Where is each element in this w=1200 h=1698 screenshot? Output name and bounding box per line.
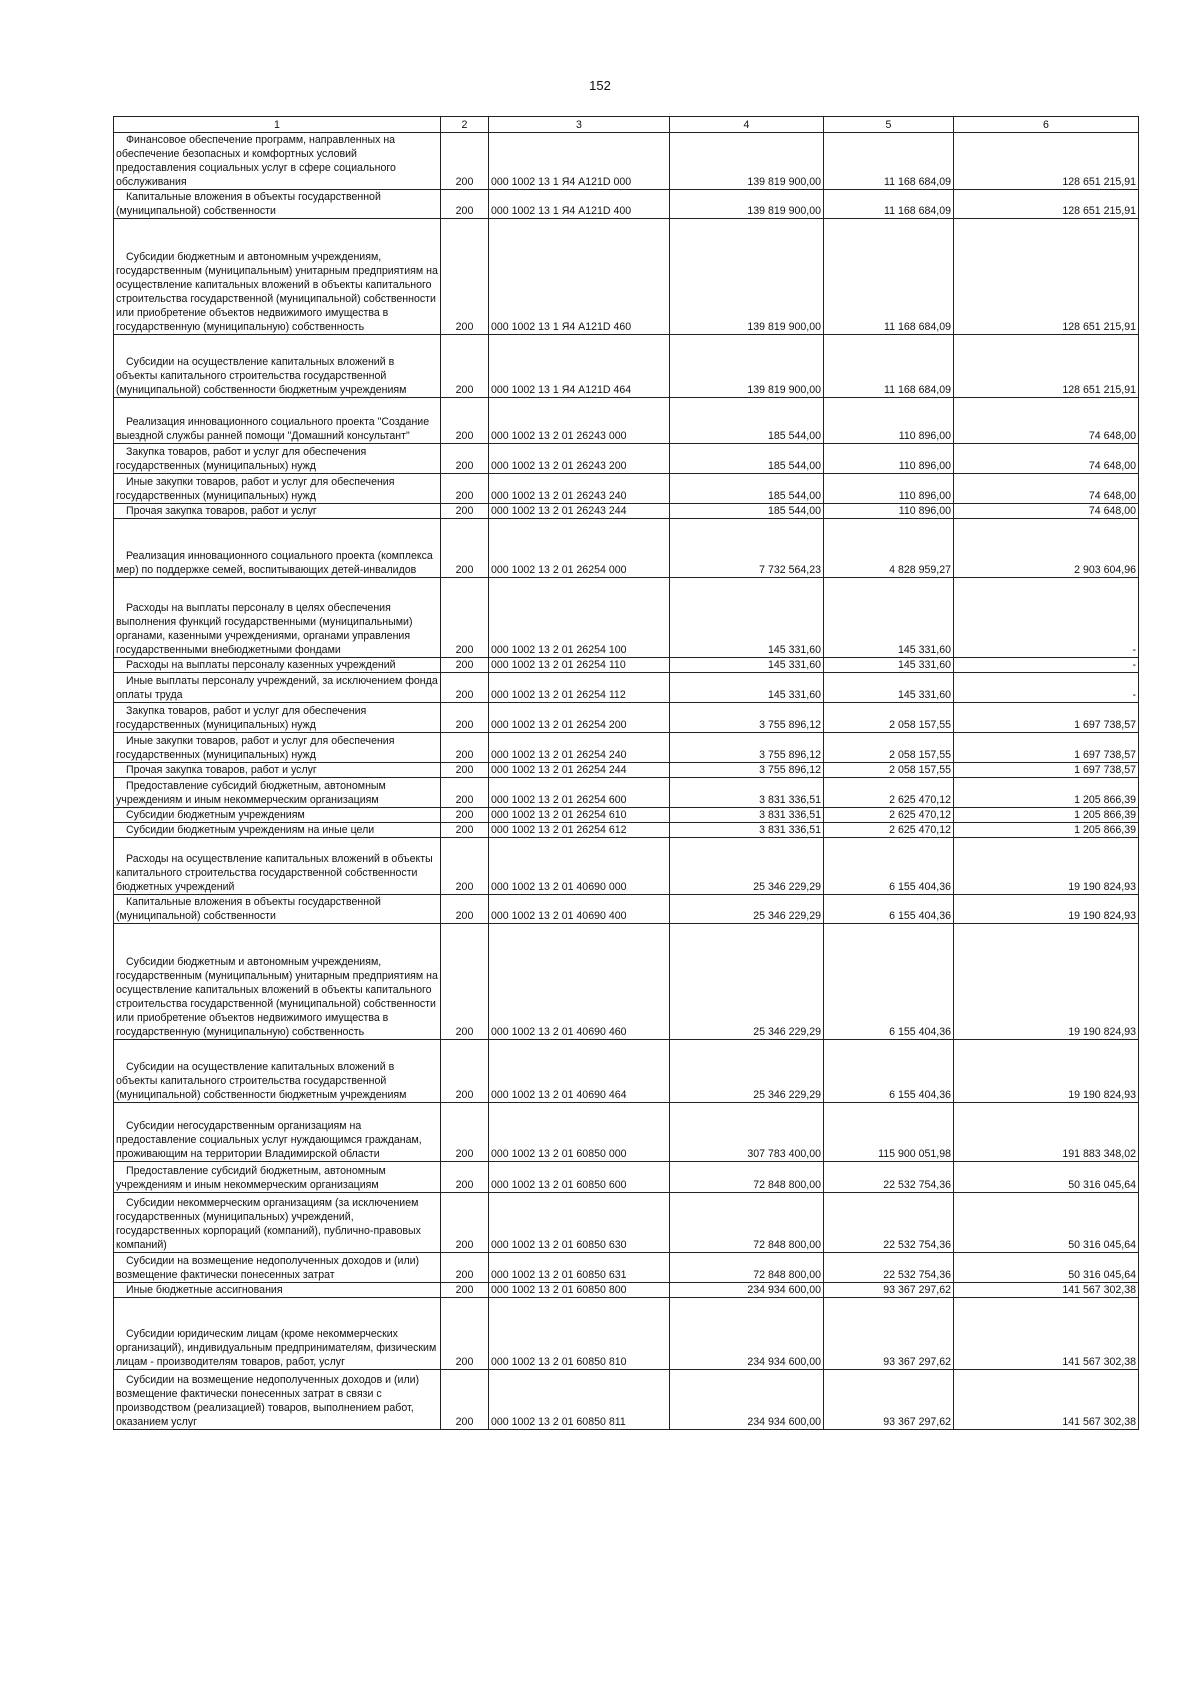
row-unexecuted-amount-cell: 1 697 738,57 bbox=[954, 703, 1139, 733]
row-admin-code-cell: 200 bbox=[441, 1370, 489, 1430]
row-name-cell bbox=[114, 398, 441, 444]
column-header-1: 1 bbox=[114, 117, 441, 133]
row-unexecuted-amount-cell: 50 316 045,64 bbox=[954, 1253, 1139, 1283]
column-header-2: 2 bbox=[441, 117, 489, 133]
row-classification-code-cell: 000 1002 13 2 01 26243 000 bbox=[489, 398, 670, 444]
row-admin-code-cell: 200 bbox=[441, 133, 489, 190]
row-unexecuted-amount-cell: 1 697 738,57 bbox=[954, 763, 1139, 778]
row-admin-code-cell: 200 bbox=[441, 398, 489, 444]
row-admin-code-cell: 200 bbox=[441, 1162, 489, 1193]
table-row bbox=[114, 1370, 1139, 1430]
row-classification-code-cell: 000 1002 13 1 Я4 A121D 460 bbox=[489, 219, 670, 335]
row-approved-amount-cell: 3 831 336,51 bbox=[670, 823, 824, 838]
row-classification-code-cell: 000 1002 13 2 01 26254 240 bbox=[489, 733, 670, 763]
row-name-text: Иные закупки товаров, работ и услуг для обеспечения государственных (муниципальных) нужд bbox=[116, 476, 395, 502]
row-classification-code-cell: 000 1002 13 2 01 60850 811 bbox=[489, 1370, 670, 1430]
row-unexecuted-amount-cell: 128 651 215,91 bbox=[954, 335, 1139, 398]
row-name-text: Прочая закупка товаров, работ и услуг bbox=[126, 764, 317, 776]
row-name-text: Предоставление субсидий бюджетным, автономным учреждениям и иным некоммерческим организациям bbox=[116, 780, 386, 806]
row-name-text: Субсидии бюджетным учреждениям bbox=[126, 809, 305, 821]
row-classification-code-cell: 000 1002 13 2 01 26254 244 bbox=[489, 763, 670, 778]
row-unexecuted-amount-cell: 19 190 824,93 bbox=[954, 895, 1139, 924]
row-approved-amount-cell: 234 934 600,00 bbox=[670, 1283, 824, 1298]
table-row bbox=[114, 190, 1139, 219]
row-unexecuted-amount-cell: 74 648,00 bbox=[954, 398, 1139, 444]
table-row bbox=[114, 1253, 1139, 1283]
row-name-text: Реализация инновационного социального проекта "Создание выездной службы ранней помощи "Домашний консультант" bbox=[116, 416, 430, 442]
row-unexecuted-amount-cell: 1 205 866,39 bbox=[954, 778, 1139, 808]
row-name-text: Субсидии негосударственным организациям на предоставление социальных услуг нуждающимся гражданам, проживающим на территории Владимирской области bbox=[116, 1120, 422, 1160]
row-executed-amount-cell: 145 331,60 bbox=[824, 658, 954, 673]
row-name-text: Финансовое обеспечение программ, направленных на обеспечение безопасных и комфортных условий предоставления социальных услуг в сфере социального обслуживания bbox=[116, 134, 396, 188]
row-admin-code-cell: 200 bbox=[441, 474, 489, 504]
row-name-cell bbox=[114, 924, 441, 1040]
row-name-cell bbox=[114, 1298, 441, 1370]
row-name-cell bbox=[114, 578, 441, 658]
row-classification-code-cell: 000 1002 13 2 01 60850 800 bbox=[489, 1283, 670, 1298]
row-classification-code-cell: 000 1002 13 2 01 26254 110 bbox=[489, 658, 670, 673]
row-classification-code-cell: 000 1002 13 2 01 26254 612 bbox=[489, 823, 670, 838]
row-admin-code-cell: 200 bbox=[441, 823, 489, 838]
row-executed-amount-cell: 11 168 684,09 bbox=[824, 335, 954, 398]
row-admin-code-cell: 200 bbox=[441, 673, 489, 703]
row-approved-amount-cell: 139 819 900,00 bbox=[670, 335, 824, 398]
row-name-text: Капитальные вложения в объекты государственной (муниципальной) собственности bbox=[116, 191, 381, 217]
row-name-text: Расходы на выплаты персоналу казенных учреждений bbox=[126, 659, 396, 671]
row-executed-amount-cell: 110 896,00 bbox=[824, 504, 954, 519]
row-executed-amount-cell: 22 532 754,36 bbox=[824, 1162, 954, 1193]
row-executed-amount-cell: 2 058 157,55 bbox=[824, 763, 954, 778]
table-row bbox=[114, 335, 1139, 398]
row-name-cell bbox=[114, 190, 441, 219]
row-admin-code-cell: 200 bbox=[441, 1298, 489, 1370]
row-approved-amount-cell: 139 819 900,00 bbox=[670, 133, 824, 190]
row-name-text: Закупка товаров, работ и услуг для обеспечения государственных (муниципальных) нужд bbox=[116, 446, 367, 472]
row-name-text: Субсидии некоммерческим организациям (за исключением государственных (муниципальных) учреждений, государственных корпораций (компаний), публично-правовых компаний) bbox=[116, 1197, 421, 1251]
table-row bbox=[114, 673, 1139, 703]
row-executed-amount-cell: 11 168 684,09 bbox=[824, 219, 954, 335]
row-executed-amount-cell: 93 367 297,62 bbox=[824, 1370, 954, 1430]
table-row bbox=[114, 778, 1139, 808]
row-executed-amount-cell: 6 155 404,36 bbox=[824, 1040, 954, 1103]
row-unexecuted-amount-cell: 141 567 302,38 bbox=[954, 1370, 1139, 1430]
row-unexecuted-amount-cell: 1 205 866,39 bbox=[954, 808, 1139, 823]
row-admin-code-cell: 200 bbox=[441, 924, 489, 1040]
row-name-cell bbox=[114, 504, 441, 519]
row-classification-code-cell: 000 1002 13 2 01 26254 112 bbox=[489, 673, 670, 703]
row-executed-amount-cell: 6 155 404,36 bbox=[824, 838, 954, 895]
table-row bbox=[114, 895, 1139, 924]
table-row bbox=[114, 444, 1139, 474]
row-name-text: Закупка товаров, работ и услуг для обеспечения государственных (муниципальных) нужд bbox=[116, 705, 367, 731]
row-classification-code-cell: 000 1002 13 2 01 40690 000 bbox=[489, 838, 670, 895]
table-row bbox=[114, 1103, 1139, 1162]
row-name-text: Капитальные вложения в объекты государственной (муниципальной) собственности bbox=[116, 896, 381, 922]
row-executed-amount-cell: 115 900 051,98 bbox=[824, 1103, 954, 1162]
row-admin-code-cell: 200 bbox=[441, 658, 489, 673]
table-row bbox=[114, 924, 1139, 1040]
row-name-text: Субсидии на осуществление капитальных вложений в объекты капитального строительства государственной (муниципальной) собственности бюджетным учреждениям bbox=[116, 356, 407, 396]
row-name-cell bbox=[114, 703, 441, 733]
row-classification-code-cell: 000 1002 13 2 01 26254 100 bbox=[489, 578, 670, 658]
row-approved-amount-cell: 234 934 600,00 bbox=[670, 1298, 824, 1370]
row-unexecuted-amount-cell: - bbox=[954, 658, 1139, 673]
row-name-cell bbox=[114, 335, 441, 398]
row-unexecuted-amount-cell: 50 316 045,64 bbox=[954, 1162, 1139, 1193]
row-approved-amount-cell: 139 819 900,00 bbox=[670, 219, 824, 335]
row-executed-amount-cell: 93 367 297,62 bbox=[824, 1298, 954, 1370]
row-executed-amount-cell: 2 625 470,12 bbox=[824, 823, 954, 838]
table-row bbox=[114, 219, 1139, 335]
row-classification-code-cell: 000 1002 13 2 01 40690 400 bbox=[489, 895, 670, 924]
row-executed-amount-cell: 110 896,00 bbox=[824, 474, 954, 504]
table-row bbox=[114, 838, 1139, 895]
row-admin-code-cell: 200 bbox=[441, 1283, 489, 1298]
row-admin-code-cell: 200 bbox=[441, 1193, 489, 1253]
row-approved-amount-cell: 185 544,00 bbox=[670, 444, 824, 474]
row-name-cell bbox=[114, 1162, 441, 1193]
row-unexecuted-amount-cell: 19 190 824,93 bbox=[954, 924, 1139, 1040]
row-approved-amount-cell: 145 331,60 bbox=[670, 673, 824, 703]
row-name-text: Субсидии бюджетным и автономным учреждениям, государственным (муниципальным) унитарным предприятиям на осуществление капитальных вложений в объекты капитального строительства государственной (муниципальной) собственности или приобретение объектов недвижимого имущества в государственную (муниципальную) собственность bbox=[116, 251, 438, 333]
row-executed-amount-cell: 2 625 470,12 bbox=[824, 808, 954, 823]
row-name-cell bbox=[114, 1040, 441, 1103]
row-classification-code-cell: 000 1002 13 2 01 26243 244 bbox=[489, 504, 670, 519]
row-name-cell bbox=[114, 1370, 441, 1430]
row-unexecuted-amount-cell: 191 883 348,02 bbox=[954, 1103, 1139, 1162]
row-name-text: Субсидии на осуществление капитальных вложений в объекты капитального строительства государственной (муниципальной) собственности бюджетным учреждениям bbox=[116, 1061, 407, 1101]
row-unexecuted-amount-cell: 141 567 302,38 bbox=[954, 1283, 1139, 1298]
row-approved-amount-cell: 3 755 896,12 bbox=[670, 733, 824, 763]
row-admin-code-cell: 200 bbox=[441, 895, 489, 924]
row-admin-code-cell: 200 bbox=[441, 778, 489, 808]
row-approved-amount-cell: 25 346 229,29 bbox=[670, 895, 824, 924]
row-unexecuted-amount-cell: 128 651 215,91 bbox=[954, 190, 1139, 219]
row-admin-code-cell: 200 bbox=[441, 444, 489, 474]
table-row bbox=[114, 519, 1139, 578]
table-row bbox=[114, 133, 1139, 190]
row-unexecuted-amount-cell: 1 697 738,57 bbox=[954, 733, 1139, 763]
row-unexecuted-amount-cell: 128 651 215,91 bbox=[954, 133, 1139, 190]
column-header-4: 4 bbox=[670, 117, 824, 133]
row-admin-code-cell: 200 bbox=[441, 578, 489, 658]
row-classification-code-cell: 000 1002 13 1 Я4 A121D 000 bbox=[489, 133, 670, 190]
row-approved-amount-cell: 25 346 229,29 bbox=[670, 924, 824, 1040]
row-name-text: Субсидии бюджетным и автономным учреждениям, государственным (муниципальным) унитарным предприятиям на осуществление капитальных вложений в объекты капитального строительства государственной (муниципальной) собственности или приобретение объектов недвижимого имущества в государственную (муниципальную) собственность bbox=[116, 956, 438, 1038]
row-name-cell bbox=[114, 1193, 441, 1253]
row-name-cell bbox=[114, 778, 441, 808]
row-admin-code-cell: 200 bbox=[441, 335, 489, 398]
row-approved-amount-cell: 25 346 229,29 bbox=[670, 1040, 824, 1103]
table-row bbox=[114, 474, 1139, 504]
row-unexecuted-amount-cell: 2 903 604,96 bbox=[954, 519, 1139, 578]
row-executed-amount-cell: 11 168 684,09 bbox=[824, 190, 954, 219]
row-executed-amount-cell: 6 155 404,36 bbox=[824, 924, 954, 1040]
row-name-text: Расходы на выплаты персоналу в целях обеспечения выполнения функций государственными (муниципальными) органами, казенными учреждениями, органами управления государственными внебюджетными фондами bbox=[116, 602, 413, 656]
column-header-5: 5 bbox=[824, 117, 954, 133]
row-approved-amount-cell: 3 755 896,12 bbox=[670, 703, 824, 733]
row-classification-code-cell: 000 1002 13 1 Я4 A121D 400 bbox=[489, 190, 670, 219]
row-admin-code-cell: 200 bbox=[441, 504, 489, 519]
table-row bbox=[114, 1162, 1139, 1193]
row-admin-code-cell: 200 bbox=[441, 808, 489, 823]
row-name-cell bbox=[114, 895, 441, 924]
row-admin-code-cell: 200 bbox=[441, 1103, 489, 1162]
row-executed-amount-cell: 2 625 470,12 bbox=[824, 778, 954, 808]
row-approved-amount-cell: 145 331,60 bbox=[670, 658, 824, 673]
row-name-text: Субсидии бюджетным учреждениям на иные цели bbox=[126, 824, 375, 836]
row-classification-code-cell: 000 1002 13 2 01 60850 630 bbox=[489, 1193, 670, 1253]
row-classification-code-cell: 000 1002 13 2 01 60850 600 bbox=[489, 1162, 670, 1193]
row-approved-amount-cell: 185 544,00 bbox=[670, 398, 824, 444]
row-classification-code-cell: 000 1002 13 2 01 40690 460 bbox=[489, 924, 670, 1040]
row-unexecuted-amount-cell: 128 651 215,91 bbox=[954, 219, 1139, 335]
table-row bbox=[114, 808, 1139, 823]
row-name-text: Реализация инновационного социального проекта (комплекса мер) по поддержке семей, воспитывающих детей-инвалидов bbox=[116, 550, 433, 576]
row-approved-amount-cell: 234 934 600,00 bbox=[670, 1370, 824, 1430]
row-approved-amount-cell: 145 331,60 bbox=[670, 578, 824, 658]
row-name-text: Расходы на осуществление капитальных вложений в объекты капитального строительства государственной собственности бюджетных учреждений bbox=[116, 853, 433, 893]
row-name-cell bbox=[114, 519, 441, 578]
row-name-text: Иные выплаты персоналу учреждений, за исключением фонда оплаты труда bbox=[116, 675, 438, 701]
row-executed-amount-cell: 4 828 959,27 bbox=[824, 519, 954, 578]
row-admin-code-cell: 200 bbox=[441, 763, 489, 778]
row-approved-amount-cell: 7 732 564,23 bbox=[670, 519, 824, 578]
row-unexecuted-amount-cell: 74 648,00 bbox=[954, 504, 1139, 519]
row-admin-code-cell: 200 bbox=[441, 1040, 489, 1103]
row-approved-amount-cell: 3 755 896,12 bbox=[670, 763, 824, 778]
column-header-3: 3 bbox=[489, 117, 670, 133]
table-header-row bbox=[114, 117, 1139, 133]
page-number: 152 bbox=[589, 78, 611, 93]
row-name-text: Субсидии на возмещение недополученных доходов и (или) возмещение фактически понесенных затрат bbox=[116, 1255, 420, 1281]
table-row bbox=[114, 658, 1139, 673]
row-executed-amount-cell: 145 331,60 bbox=[824, 578, 954, 658]
row-name-text: Иные закупки товаров, работ и услуг для обеспечения государственных (муниципальных) нужд bbox=[116, 735, 395, 761]
row-unexecuted-amount-cell: - bbox=[954, 578, 1139, 658]
table-row bbox=[114, 398, 1139, 444]
row-executed-amount-cell: 110 896,00 bbox=[824, 398, 954, 444]
row-executed-amount-cell: 6 155 404,36 bbox=[824, 895, 954, 924]
table-row bbox=[114, 1298, 1139, 1370]
row-approved-amount-cell: 3 831 336,51 bbox=[670, 808, 824, 823]
row-name-cell bbox=[114, 474, 441, 504]
row-admin-code-cell: 200 bbox=[441, 703, 489, 733]
row-name-cell bbox=[114, 763, 441, 778]
row-name-cell bbox=[114, 658, 441, 673]
row-approved-amount-cell: 139 819 900,00 bbox=[670, 190, 824, 219]
row-unexecuted-amount-cell: 74 648,00 bbox=[954, 474, 1139, 504]
row-approved-amount-cell: 25 346 229,29 bbox=[670, 838, 824, 895]
table-row bbox=[114, 1193, 1139, 1253]
row-executed-amount-cell: 145 331,60 bbox=[824, 673, 954, 703]
row-executed-amount-cell: 22 532 754,36 bbox=[824, 1253, 954, 1283]
row-name-cell bbox=[114, 219, 441, 335]
row-name-cell bbox=[114, 838, 441, 895]
row-executed-amount-cell: 2 058 157,55 bbox=[824, 703, 954, 733]
row-classification-code-cell: 000 1002 13 2 01 60850 631 bbox=[489, 1253, 670, 1283]
row-name-cell bbox=[114, 673, 441, 703]
row-unexecuted-amount-cell: 50 316 045,64 bbox=[954, 1193, 1139, 1253]
row-executed-amount-cell: 2 058 157,55 bbox=[824, 733, 954, 763]
row-executed-amount-cell: 11 168 684,09 bbox=[824, 133, 954, 190]
row-executed-amount-cell: 110 896,00 bbox=[824, 444, 954, 474]
row-name-text: Субсидии на возмещение недополученных доходов и (или) возмещение фактически понесенных затрат в связи с производством (реализацией) товаров, выполнением работ, оказанием услуг bbox=[116, 1374, 420, 1428]
row-classification-code-cell: 000 1002 13 2 01 26243 200 bbox=[489, 444, 670, 474]
column-header-6: 6 bbox=[954, 117, 1139, 133]
row-admin-code-cell: 200 bbox=[441, 219, 489, 335]
table-row bbox=[114, 1283, 1139, 1298]
row-name-cell bbox=[114, 823, 441, 838]
row-name-text: Прочая закупка товаров, работ и услуг bbox=[126, 505, 317, 517]
table-row bbox=[114, 823, 1139, 838]
row-approved-amount-cell: 307 783 400,00 bbox=[670, 1103, 824, 1162]
row-classification-code-cell: 000 1002 13 2 01 40690 464 bbox=[489, 1040, 670, 1103]
row-unexecuted-amount-cell: 19 190 824,93 bbox=[954, 1040, 1139, 1103]
row-name-cell bbox=[114, 1283, 441, 1298]
row-name-text: Субсидии юридическим лицам (кроме некоммерческих организаций), индивидуальным предпринимателям, физическим лицам - производителям товаров, работ, услуг bbox=[116, 1328, 437, 1368]
row-classification-code-cell: 000 1002 13 2 01 26254 610 bbox=[489, 808, 670, 823]
row-executed-amount-cell: 93 367 297,62 bbox=[824, 1283, 954, 1298]
row-unexecuted-amount-cell: 19 190 824,93 bbox=[954, 838, 1139, 895]
row-unexecuted-amount-cell: - bbox=[954, 673, 1139, 703]
row-approved-amount-cell: 72 848 800,00 bbox=[670, 1193, 824, 1253]
row-approved-amount-cell: 185 544,00 bbox=[670, 474, 824, 504]
row-admin-code-cell: 200 bbox=[441, 838, 489, 895]
row-classification-code-cell: 000 1002 13 2 01 26254 200 bbox=[489, 703, 670, 733]
row-name-cell bbox=[114, 733, 441, 763]
row-name-text: Предоставление субсидий бюджетным, автономным учреждениям и иным некоммерческим организациям bbox=[116, 1165, 386, 1191]
table-row bbox=[114, 504, 1139, 519]
row-admin-code-cell: 200 bbox=[441, 733, 489, 763]
row-classification-code-cell: 000 1002 13 1 Я4 A121D 464 bbox=[489, 335, 670, 398]
row-approved-amount-cell: 185 544,00 bbox=[670, 504, 824, 519]
row-name-cell bbox=[114, 808, 441, 823]
table-row bbox=[114, 733, 1139, 763]
row-unexecuted-amount-cell: 1 205 866,39 bbox=[954, 823, 1139, 838]
row-admin-code-cell: 200 bbox=[441, 519, 489, 578]
row-name-text: Иные бюджетные ассигнования bbox=[126, 1284, 283, 1296]
row-name-cell bbox=[114, 444, 441, 474]
row-admin-code-cell: 200 bbox=[441, 1253, 489, 1283]
row-approved-amount-cell: 3 831 336,51 bbox=[670, 778, 824, 808]
row-admin-code-cell: 200 bbox=[441, 190, 489, 219]
row-name-cell bbox=[114, 1103, 441, 1162]
row-classification-code-cell: 000 1002 13 2 01 60850 000 bbox=[489, 1103, 670, 1162]
table-row bbox=[114, 578, 1139, 658]
row-approved-amount-cell: 72 848 800,00 bbox=[670, 1162, 824, 1193]
row-approved-amount-cell: 72 848 800,00 bbox=[670, 1253, 824, 1283]
table-row bbox=[114, 1040, 1139, 1103]
budget-execution-table bbox=[113, 116, 1139, 1430]
table-row bbox=[114, 703, 1139, 733]
row-name-cell bbox=[114, 133, 441, 190]
row-classification-code-cell: 000 1002 13 2 01 26254 600 bbox=[489, 778, 670, 808]
table-row bbox=[114, 763, 1139, 778]
row-unexecuted-amount-cell: 141 567 302,38 bbox=[954, 1298, 1139, 1370]
row-unexecuted-amount-cell: 74 648,00 bbox=[954, 444, 1139, 474]
row-classification-code-cell: 000 1002 13 2 01 60850 810 bbox=[489, 1298, 670, 1370]
row-classification-code-cell: 000 1002 13 2 01 26254 000 bbox=[489, 519, 670, 578]
row-name-cell bbox=[114, 1253, 441, 1283]
row-executed-amount-cell: 22 532 754,36 bbox=[824, 1193, 954, 1253]
row-classification-code-cell: 000 1002 13 2 01 26243 240 bbox=[489, 474, 670, 504]
